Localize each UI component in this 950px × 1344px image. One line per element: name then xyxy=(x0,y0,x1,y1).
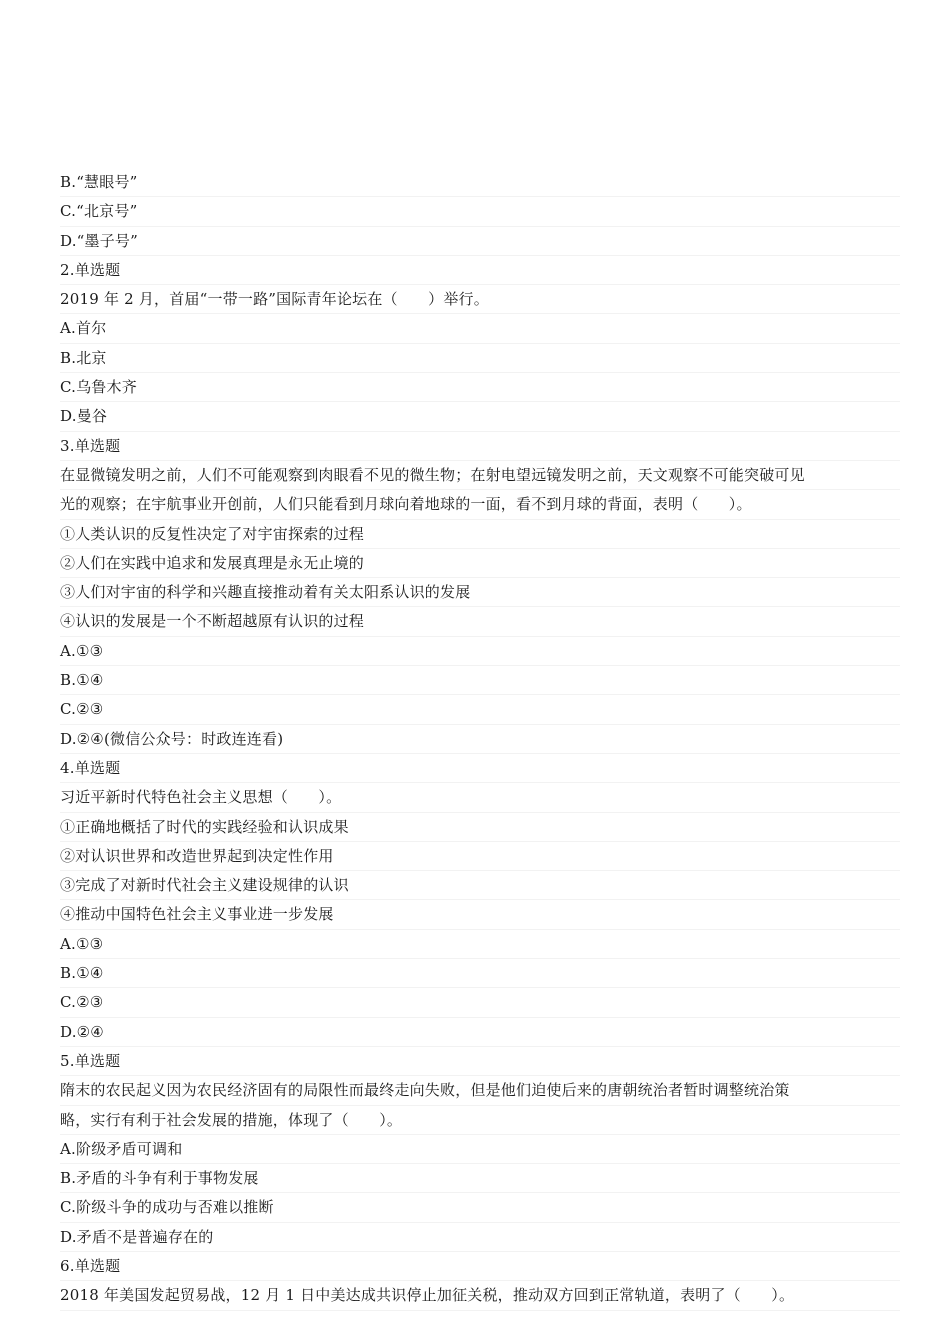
question-list xyxy=(60,168,900,1311)
question-stem: 在显微镜发明之前，人们不可能观察到肉眼看不见的微生物；在射电望远镜发明之前，天文观察不可能突破可见 xyxy=(60,461,900,490)
option-line: A.阶级矛盾可调和 xyxy=(60,1135,900,1164)
question-stem: 2018 年美国发起贸易战，12 月 1 日中美达成共识停止加征关税，推动双方回到正常轨道，表明了（ ）。 xyxy=(60,1281,900,1310)
question-header: 2.单选题 xyxy=(60,256,900,285)
option-line: C.阶级斗争的成功与否难以推断 xyxy=(60,1193,900,1222)
statement-line: ②对认识世界和改造世界起到决定性作用 xyxy=(60,842,900,871)
question-3 xyxy=(60,432,900,754)
question-header: 4.单选题 xyxy=(60,754,900,783)
option-line: D.②④ xyxy=(60,1018,900,1047)
question-4 xyxy=(60,754,900,1047)
question-5 xyxy=(60,1047,900,1252)
statement-line: ②人们在实践中追求和发展真理是永无止境的 xyxy=(60,549,900,578)
statement-line: ④认识的发展是一个不断超越原有认识的过程 xyxy=(60,607,900,636)
option-line: D.矛盾不是普遍存在的 xyxy=(60,1223,900,1252)
option-line: A.①③ xyxy=(60,930,900,959)
question-stem: 习近平新时代特色社会主义思想（ ）。 xyxy=(60,783,900,812)
option-line: B.①④ xyxy=(60,666,900,695)
question-stem: 略，实行有利于社会发展的措施，体现了（ ）。 xyxy=(60,1106,900,1135)
option-line: D.曼谷 xyxy=(60,402,900,431)
question-6 xyxy=(60,1252,900,1311)
question-2 xyxy=(60,256,900,432)
option-line: A.首尔 xyxy=(60,314,900,343)
question-stem: 隋末的农民起义因为农民经济固有的局限性而最终走向失败，但是他们迫使后来的唐朝统治者暂时调整统治策 xyxy=(60,1076,900,1105)
option-line: C.乌鲁木齐 xyxy=(60,373,900,402)
option-line: D.“墨子号” xyxy=(60,227,900,256)
option-line: B.矛盾的斗争有利于事物发展 xyxy=(60,1164,900,1193)
statement-line: ③人们对宇宙的科学和兴趣直接推动着有关太阳系认识的发展 xyxy=(60,578,900,607)
option-line: B.①④ xyxy=(60,959,900,988)
statement-line: ③完成了对新时代社会主义建设规律的认识 xyxy=(60,871,900,900)
option-line: C.②③ xyxy=(60,695,900,724)
question-header: 6.单选题 xyxy=(60,1252,900,1281)
question-header: 5.单选题 xyxy=(60,1047,900,1076)
question-1-options xyxy=(60,168,900,256)
question-stem: 光的观察；在宇航事业开创前，人们只能看到月球向着地球的一面，看不到月球的背面，表明（ ）。 xyxy=(60,490,900,519)
option-line: D.②④(微信公众号：时政连连看) xyxy=(60,725,900,754)
statement-line: ①人类认识的反复性决定了对宇宙探索的过程 xyxy=(60,520,900,549)
option-line: C.“北京号” xyxy=(60,197,900,226)
option-line: B.北京 xyxy=(60,344,900,373)
option-line: C.②③ xyxy=(60,988,900,1017)
option-line: A.①③ xyxy=(60,637,900,666)
question-stem: 2019 年 2 月，首届“一带一路”国际青年论坛在（ ）举行。 xyxy=(60,285,900,314)
statement-line: ④推动中国特色社会主义事业进一步发展 xyxy=(60,900,900,929)
question-header: 3.单选题 xyxy=(60,432,900,461)
statement-line: ①正确地概括了时代的实践经验和认识成果 xyxy=(60,813,900,842)
option-line: B.“慧眼号” xyxy=(60,168,900,197)
